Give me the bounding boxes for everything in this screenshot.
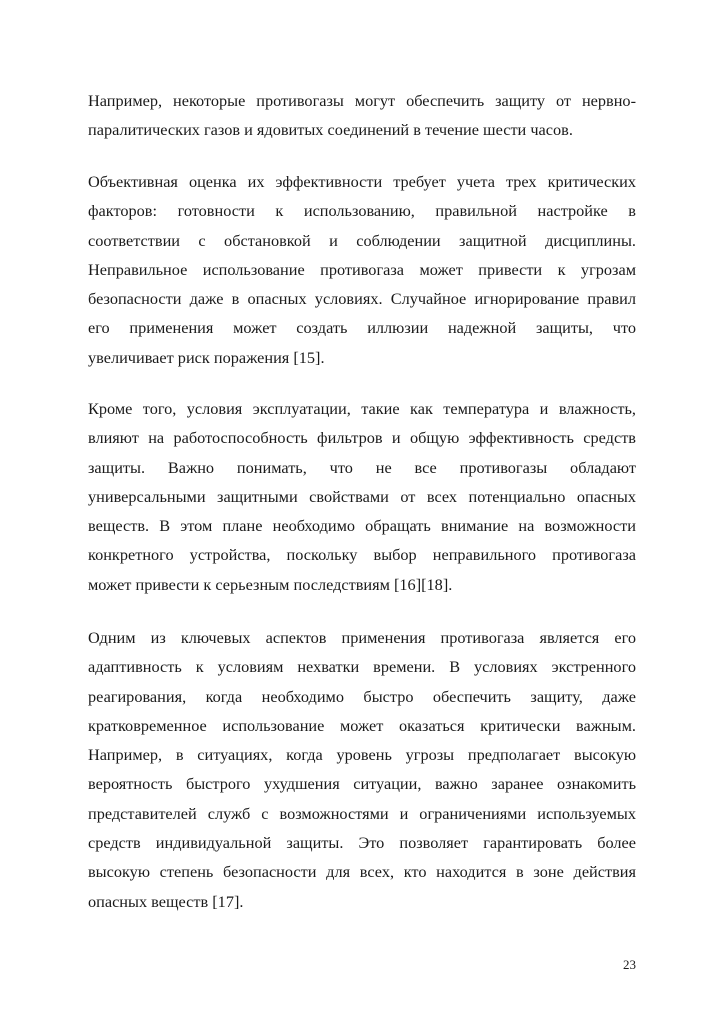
text-line: кратковременное использование может оказаться критически важным. [88,715,636,735]
text-line: вероятность быстрого ухудшения ситуации, важно заранее ознакомить [88,774,636,794]
text-line: его применения может создать иллюзии надежной защиты, что [88,318,636,338]
text-line: увеличивает риск поражения [15]. [88,347,325,367]
text-line: Одним из ключевых аспектов применения противогаза является его [88,628,636,647]
page-number: 23 [623,957,636,972]
text-line: адаптивность к условиям нехватки времени. В условиях экстренного [88,657,636,677]
text-line: высокую степень безопасности для всех, кто находится в зоне действия [88,862,636,882]
text-line: безопасности даже в опасных условиях. Случайное игнорирование правил [88,289,636,309]
text-line: паралитических газов и ядовитых соединений в течение шести часов. [88,120,573,140]
paragraph-4 [88,623,636,916]
text-line: веществ. В этом плане необходимо обращать внимание на возможности [88,516,636,536]
text-line: универсальными защитными свойствами от всех потенциально опасных [88,486,636,506]
text-line: соответствии с обстановкой и соблюдении защитной дисциплины. [88,230,636,250]
text-line: Например, в ситуациях, когда уровень угрозы предполагает высокую [88,745,636,765]
text-line: защиты. Важно понимать, что не все противогазы обладают [88,457,636,477]
paragraph-1 [88,86,636,145]
paragraph-3 [88,394,636,599]
text-line: представителей служб с возможностями и ограничениями используемых [88,803,636,823]
text-line: Объективная оценка их эффективности требует учета трех критических [88,172,636,191]
text-line: опасных веществ [17]. [88,891,244,911]
text-line: реагирования, когда необходимо быстро обеспечить защиту, даже [88,686,636,706]
text-line: Неправильное использование противогаза может привести к угрозам [88,259,636,279]
text-line: Например, некоторые противогазы могут обеспечить защиту от нервно- [88,91,636,110]
paragraph-2 [88,167,636,372]
text-line: средств индивидуальной защиты. Это позволяет гарантировать более [88,833,636,853]
text-line: влияют на работоспособность фильтров и общую эффективность средств [88,428,636,448]
text-line: Кроме того, условия эксплуатации, такие как температура и влажность, [88,399,636,418]
text-line: может привести к серьезным последствиям [16][18]. [88,574,453,594]
text-line: факторов: готовности к использованию, правильной настройке в [88,201,636,221]
text-line: конкретного устройства, поскольку выбор неправильного противогаза [88,545,636,565]
